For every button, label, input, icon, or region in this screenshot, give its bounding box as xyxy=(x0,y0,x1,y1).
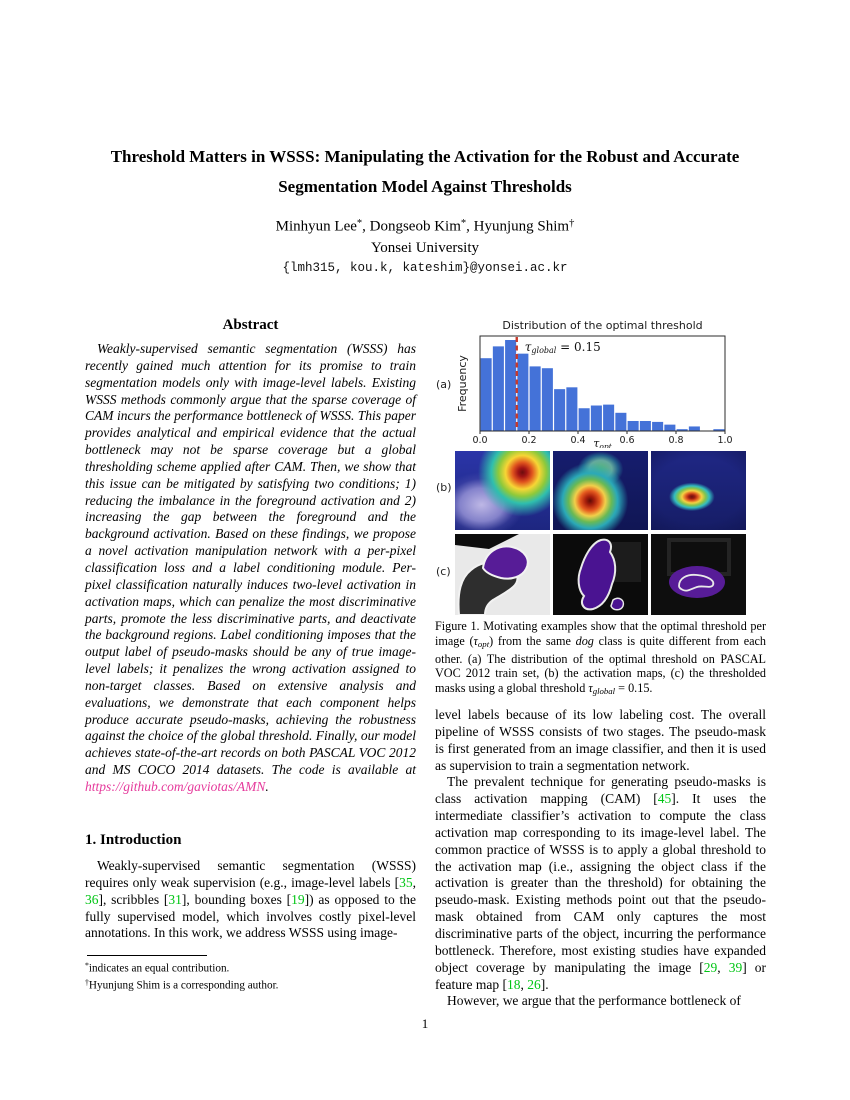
section-heading-introduction: 1. Introduction xyxy=(85,832,182,848)
right-column-text xyxy=(435,707,766,1010)
code-repository-link[interactable]: https://github.com/gaviotas/AMN xyxy=(85,778,266,794)
author-line: Minhyun Lee*, Dongseob Kim*, Hyunjung Shim† xyxy=(275,218,575,235)
svg-text:Frequency: Frequency xyxy=(456,355,469,412)
page-number: 1 xyxy=(421,1016,429,1031)
svg-text:0.8: 0.8 xyxy=(668,435,684,446)
activation-map-image-dog2 xyxy=(553,451,648,530)
figure-1 xyxy=(435,318,766,618)
figure-caption: Figure 1. Motivating examples show that the optimal threshold per image $(\tau_{opt})$ from the same dog class is quite different from each other. (a) The distribution of the optimal threshold on PASCAL VOC 2012 train set, (b) the activation maps, (c) the thresholded masks using a global threshold $\tau_{global} = 0.15$. xyxy=(435,619,767,697)
affiliation: Yonsei University xyxy=(370,240,480,256)
footnote-divider xyxy=(87,955,207,956)
body-paragraph: The prevalent technique for generating pseudo-masks is class activation mapping (CAM) [45]. It uses the intermediate classifier’s activation to compute the class activation map corresponding to its image-level label. The common practice of WSSS is to apply a global threshold to the activation map (i.e., assigning the object class if the activation is greater than the threshold) for obtaining the pseudo-mask. Existing methods point out that the pseudo-mask obtained from CAM only captures the most discriminative parts of the object, incurring the performance bottleneck. Therefore, most existing studies have expanded object coverage by manipulating the image [29, 39] or feature map [18, 26]. xyxy=(435,774,766,992)
thresholded-masks-row xyxy=(455,534,746,613)
svg-text:0.2: 0.2 xyxy=(521,435,537,446)
body-paragraph: level labels because of its low labeling cost. The overall pipeline of WSSS consists of two stages. The pseudo-mask is first generated from an image classifier, and then it is used as supervision to train a segmentation network. xyxy=(435,707,766,773)
abstract-heading: Abstract xyxy=(222,317,279,333)
introduction-text xyxy=(85,858,416,942)
thresholded-mask-image-dog1 xyxy=(455,534,550,613)
activation-map-image-dog1 xyxy=(455,451,550,530)
footnotes xyxy=(85,955,416,993)
footnote-corresponding-author: †Hyunjung Shim is a corresponding author. xyxy=(85,978,279,992)
svg-text:τopt: τopt xyxy=(593,437,612,448)
svg-text:0.0: 0.0 xyxy=(472,435,488,446)
figure-row-label-c: (c) xyxy=(436,565,451,578)
svg-text:0.6: 0.6 xyxy=(619,435,635,446)
svg-text:0.4: 0.4 xyxy=(570,435,586,446)
thresholded-mask-image-dog3 xyxy=(651,534,746,613)
svg-text:τglobal = 0.15: τglobal = 0.15 xyxy=(524,340,601,355)
activation-maps-row xyxy=(455,451,746,530)
abstract-text xyxy=(85,341,416,796)
optimal-threshold-histogram xyxy=(435,318,766,448)
figure-row-label-a: (a) xyxy=(436,378,452,391)
footnote-equal-contribution: *indicates an equal contribution. xyxy=(85,961,230,975)
svg-text:Distribution of the optimal th: Distribution of the optimal threshold xyxy=(502,319,703,332)
thresholded-mask-image-dog2 xyxy=(553,534,648,613)
activation-map-image-dog3 xyxy=(651,451,746,530)
intro-paragraph: Weakly-supervised semantic segmentation (WSSS) requires only weak supervision (e.g., image-level labels [35, 36], scribbles [31], bounding boxes [19]) as opposed to the fully supervised model, which involves costly pixel-level annotations. In this work, we address WSSS using image- xyxy=(85,858,416,941)
body-paragraph: However, we argue that the performance bottleneck of xyxy=(447,993,741,1009)
abstract-paragraph: Weakly-supervised semantic segmentation (WSSS) has recently gained much attention for its promise to train segmentation models only with image-level labels. Existing WSSS methods commonly argue that the sparse coverage of CAM incurs the performance bottleneck of WSSS. This paper provides analytical and empirical evidence that the actual bottleneck may not be sparse coverage but a global thresholding scheme applied after CAM. Then, we show that this issue can be mitigated by satisfying two conditions; 1) reducing the imbalance in the foreground activation and 2) increasing the gap between the foreground and the background activation. Based on these findings, we propose a novel activation manipulation network with a per-pixel classification loss and a label conditioning module. Per-pixel classification naturally induces two-level activation in activation maps, which can penalize the most discriminative parts, promote the less discriminative parts, and deactivate the background regions. Label conditioning imposes that the output label of pseudo-masks should be any of true image-level labels; it penalizes the wrong activation assigned to non-target classes. Based on extensive analysis and evaluations, we demonstrate that each component helps produce accurate pseudo-masks, achieving the robustness against the choice of the global threshold. Finally, our model achieves state-of-the-art records on both PASCAL VOC 2012 and MS COCO 2014 datasets. The code is available at https://github.com/gaviotas/AMN. xyxy=(85,341,416,794)
author-emails: {lmh315, kou.k, kateshim}@yonsei.ac.kr xyxy=(282,261,568,275)
paper-title: Threshold Matters in WSSS: Manipulating the Activation for the Robust and Accurate Segmentation Model Against Thresholds xyxy=(110,147,740,196)
figure-row-label-b: (b) xyxy=(436,481,452,494)
svg-text:1.0: 1.0 xyxy=(717,435,733,446)
